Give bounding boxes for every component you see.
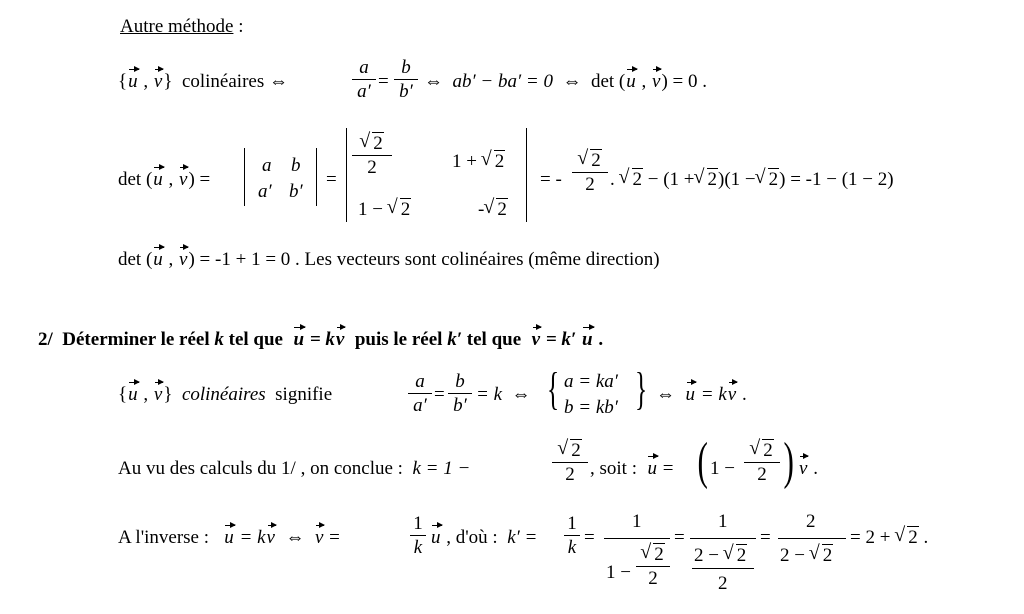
frac-bar [564,535,580,536]
radicand: 2 [571,440,581,461]
rhs-expression [610,170,894,189]
equiv-symbol: ⇔ [511,384,531,405]
det-label: det ( [590,71,626,92]
frac-den: k [413,537,423,558]
text: tel que [466,329,522,350]
sqrt [620,170,644,189]
equals: = [434,384,445,405]
frac-den: 2 [585,174,595,195]
rhs-prefix: = - [540,169,562,190]
frac-bar [410,535,426,536]
dot: . [741,384,747,405]
frac-bar [352,155,392,156]
frac-den: 2 [565,464,575,485]
frac-bar [408,393,432,394]
var-kprime: k′ [447,329,463,350]
equals: = [378,71,389,92]
radicand: 2 [908,527,918,548]
frac3-den-num [694,546,747,565]
matrix2-entry-22 [478,200,508,219]
vector-u: u [153,249,163,270]
matrix1-left-bar [244,148,245,206]
sqrt [482,152,506,171]
det-label: det ( [118,249,153,270]
sqrt2-over-2 [552,441,588,484]
sqrt [578,151,602,170]
det-result-text: ) = -1 + 1 = 0 . Les vecteurs sont colinéaires (même direction) [188,249,660,270]
brace-close: } [163,384,173,405]
radicand: 2 [768,169,779,190]
det-tail: ) = 0 . [661,71,707,92]
sqrt [484,200,508,219]
matrix2-left-bar [346,128,347,222]
frac-den: a′ [413,395,427,416]
comma: , [168,249,174,270]
fraction-a-over-aprime [408,372,432,415]
frac-den: 2 [757,464,767,485]
conclusion-text: Au vu des calculs du 1/ , on conclue : [118,458,403,479]
kprime-expr: k′ = [507,527,538,548]
frac3-bar [690,538,756,539]
vector-u: u [582,329,593,350]
text: tel que [228,329,283,350]
paren-open: ( [697,433,708,490]
frac-num: a [359,57,369,78]
frac2-den-pre: 1 − [606,562,631,583]
section-heading [120,17,243,36]
radicand: 2 [763,440,773,461]
heading-colon: : [238,16,244,37]
expr: 2 − [780,545,805,566]
expr: ) = -1 − (1 − 2) [779,169,894,190]
vector-v: v [531,329,541,350]
sqrt [388,200,412,219]
equals: = [329,527,340,548]
expr: = k [239,527,266,548]
conclusion-line [118,459,470,478]
vector-u: u [647,458,657,479]
one-over-k [410,514,426,557]
frac4-bar [778,538,846,539]
equiv-symbol: ⇔ [268,71,288,92]
matrix1-bprime: b′ [289,181,303,202]
colineaires-text: colinéaires [181,71,265,92]
expr: − (1 + [647,169,695,190]
var-k: k [214,329,224,350]
frac-den: b′ [399,81,413,102]
fraction-a-over-aprime [352,58,376,101]
frac-num: 1 [413,513,423,534]
vector-u: u [153,169,163,190]
sqrt [695,170,719,189]
vector-v: v [153,384,163,405]
comma: , [168,169,174,190]
dot: . [610,169,615,190]
vector-u: u [431,527,441,548]
frac-bar [394,79,418,80]
dou-text [430,528,537,547]
det-computation-label [118,170,210,189]
frac-bar [352,79,376,80]
radicand: 2 [654,544,664,565]
sqrt [641,545,665,564]
collinearity-condition [424,72,707,91]
sqrt [724,546,748,565]
expr: 1 + [452,151,477,172]
det-close: ) = [188,169,211,190]
heading-text: Autre méthode [120,16,234,37]
frac3-num: 1 [718,511,728,532]
final-result [850,528,928,547]
sqrt [895,528,919,547]
vector-v: v [153,71,163,92]
condition-expr: ab′ − ba′ = 0 [452,71,553,92]
system-brace-open: { [546,363,560,414]
vector-v: v [266,527,275,548]
radicand: 2 [373,133,383,154]
comma: , [641,71,647,92]
equiv-symbol: ⇔ [656,384,675,405]
vector-v: v [652,71,661,92]
frac2-num: 1 [632,511,642,532]
k-expr: k = 1 − [412,458,471,479]
signifie-equiv [476,385,531,404]
vector-u: u [685,384,695,405]
sqrt [756,170,780,189]
frac3-inner-bar [692,568,754,569]
frac-num: b [455,371,465,392]
matrix2-right-bar [526,128,527,222]
matrix2-entry-21 [358,200,411,219]
dot: . [598,329,604,350]
brace-open: { [118,384,128,405]
frac-den: a′ [357,81,371,102]
frac-bar [636,566,670,567]
text: Déterminer le réel [62,329,210,350]
matrix1-a: a [262,155,272,176]
frac-bar [572,172,608,173]
radicand: 2 [497,199,507,220]
det-label: det ( [118,169,153,190]
signifie-result [656,385,747,404]
expr: = 2 + [850,527,891,548]
frac-den: 2 [648,568,658,589]
fraction-b-over-bprime [448,372,472,415]
vector-v: v [314,527,324,548]
det-result-line [118,250,660,269]
expr: = k [476,384,503,405]
matrix1-aprime: a′ [258,181,272,202]
inverse-line [118,528,340,547]
signifie-line [118,385,332,404]
comma: , [143,71,149,92]
paren-close: ) [783,433,794,490]
paren-vector [798,459,818,478]
sqrt [810,546,834,565]
sqrt [360,134,384,153]
frac4-den [780,546,833,565]
frac2-bar [604,538,670,539]
matrix2-entry-12 [452,152,505,171]
frac-bar [448,393,472,394]
signifie-text: signifie [275,384,333,405]
collinearity-line [118,72,288,91]
vector-v: v [335,329,345,350]
soit: , soit : [590,458,637,479]
expr: )(1 − [718,169,756,190]
inverse-text: A l'inverse : [118,527,210,548]
equiv-symbol: ⇔ [562,71,582,92]
equals: = [326,169,337,190]
frac4-num: 2 [806,511,816,532]
frac3-den-den: 2 [718,573,728,594]
paren-expr-pre: 1 − [710,458,735,479]
equiv-symbol: ⇔ [424,71,443,92]
equiv-symbol: ⇔ [285,527,305,548]
expr: - [478,199,485,220]
equals: = [760,527,771,548]
equals: = [674,527,685,548]
matrix1-b: b [291,155,301,176]
dou: , d'où : [446,527,498,548]
sqrt [750,441,774,460]
frac-bar [552,462,588,463]
expr: 1 − [358,199,383,220]
system-line-1: a = ka′ [564,371,618,392]
vector-u: u [128,384,138,405]
system-brace-close: } [634,363,648,414]
vector-u: u [224,527,234,548]
frac-bar [744,462,780,463]
frac-num: a [415,371,425,392]
section2-title [38,330,603,349]
brace-close: } [163,71,173,92]
section-number: 2/ [38,329,53,350]
brace-open: { [118,71,128,92]
vector-v: v [799,458,808,479]
fraction-b-over-bprime [394,58,418,101]
vector-v: v [179,169,188,190]
soit-text [590,459,673,478]
radicand: 2 [400,199,411,220]
text: puis le réel [354,329,443,350]
sqrt [558,441,582,460]
equals: = [584,527,595,548]
colineaires-text: colinéaires [181,384,266,405]
comma: , [143,384,149,405]
dot: . [813,458,818,479]
one-over-k-2 [564,514,580,557]
expr: = k [700,384,727,405]
system-line-2: b = kb′ [564,397,618,418]
radicand: 2 [736,545,747,566]
vector-u: u [128,71,138,92]
expr: = k′ [545,329,577,350]
frac-den: k [567,537,577,558]
matrix1-right-bar [316,148,317,206]
vector-v: v [727,384,737,405]
frac-num: 1 [567,513,577,534]
paren-sqrt2-over-2 [744,441,780,484]
radicand: 2 [707,169,718,190]
equals: = [662,458,674,479]
radicand: 2 [822,545,833,566]
frac-den: 2 [367,157,377,178]
expr: 2 − [694,545,719,566]
radicand: 2 [632,169,642,190]
matrix2-sqrt2-over-2 [352,134,392,177]
frac-den: b′ [453,395,467,416]
dot: . [923,527,929,548]
rhs-sqrt2-over-2 [572,151,608,194]
radicand: 2 [494,151,505,172]
frac2-den-sqrt2-over-2 [636,545,670,588]
vector-v: v [179,249,188,270]
radicand: 2 [591,150,601,171]
vector-u: u [293,329,305,350]
vector-u: u [626,71,636,92]
expr: = k [309,329,335,350]
frac-num: b [401,57,411,78]
